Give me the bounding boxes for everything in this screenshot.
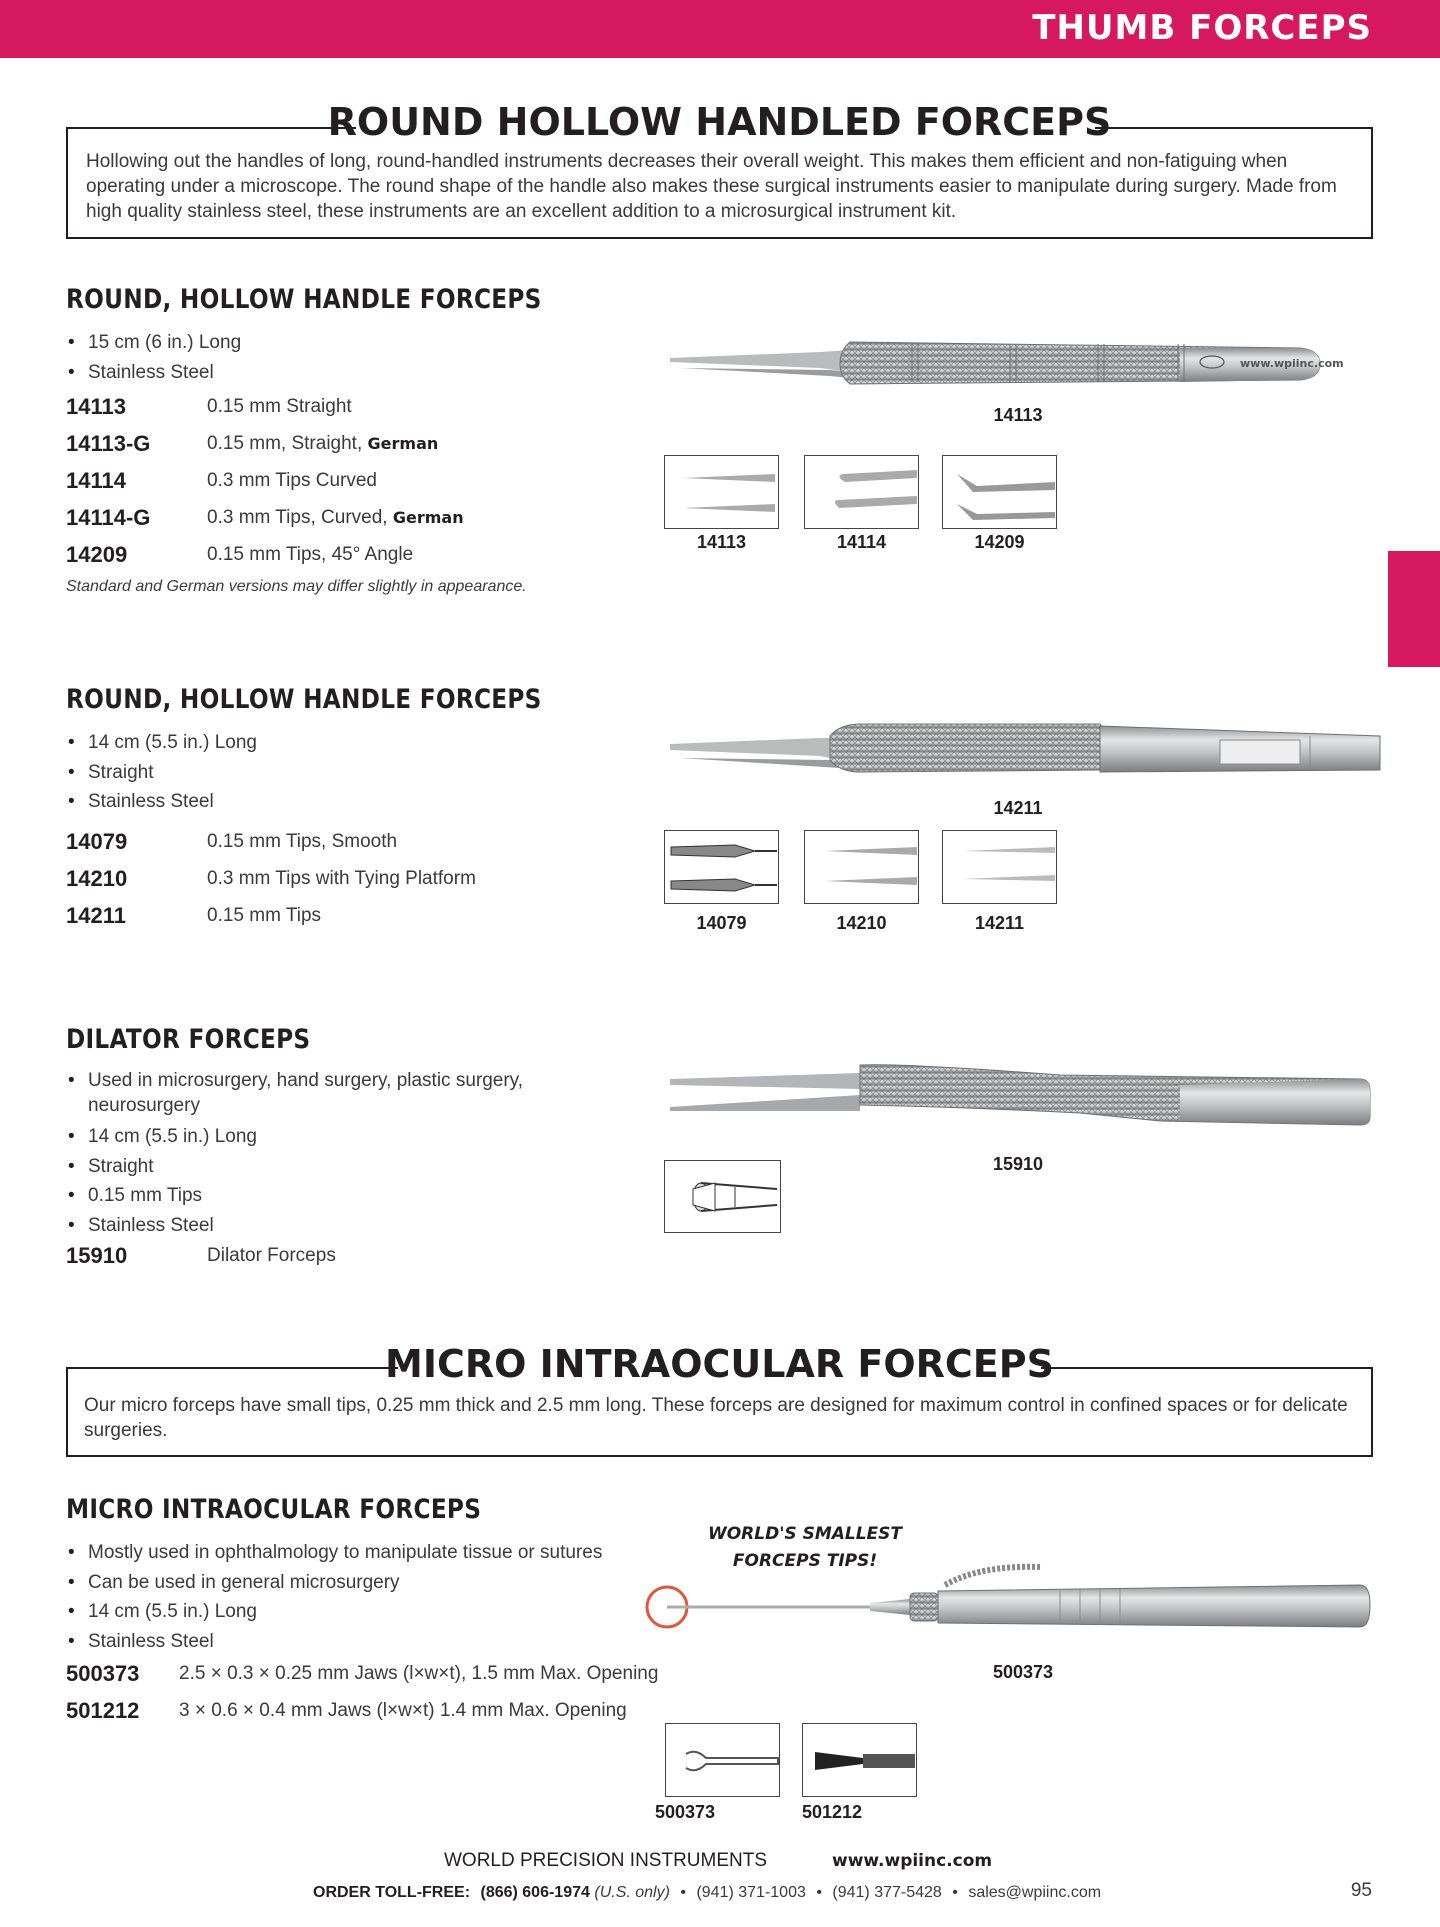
product-desc: 0.15 mm Tips, Smooth [207, 831, 398, 852]
intro-box-micro-intraocular [66, 1342, 1373, 1457]
product-row [66, 390, 352, 424]
product-code: 14209 [66, 542, 128, 567]
product-row [66, 899, 322, 933]
forceps-15910-image [660, 1055, 1380, 1145]
spec-item: • Stainless Steel [66, 1627, 666, 1657]
product-desc: 2.5 × 0.3 × 0.25 mm Jaws (l×w×t), 1.5 mm Max. Opening [179, 1663, 659, 1684]
spec-list [66, 1538, 666, 1656]
tip-thumbnail-15910 [664, 1160, 781, 1233]
group-title: ROUND, HOLLOW HANDLE FORCEPS [66, 284, 542, 315]
order-label: ORDER TOLL-FREE: [313, 1884, 471, 1901]
page-number: 95 [1350, 1880, 1372, 1901]
spec-item: • Used in microsurgery, hand surgery, plastic surgery, neurosurgery [66, 1068, 586, 1118]
image-caption: 500373 [992, 1662, 1054, 1682]
forceps-14211-image [660, 710, 1390, 790]
spec-item: • 14 cm (5.5 in.) Long [66, 1122, 586, 1152]
thumb-caption: 14209 [974, 532, 1025, 552]
spec-item: • 14 cm (5.5 in.) Long [66, 1597, 666, 1627]
version-note: Standard and German versions may differ slightly in appearance. [66, 578, 527, 595]
section-intro-text: Hollowing out the handles of long, round-handled instruments decreases their overall weight. This makes them efficient and non-fatiguing when operating under a microscope. The round shape of the handle also makes these surgical instruments easier to manipulate during surgery. Made from high quality stainless steel, these instruments are an excellent addition to a microsurgical instrument kit. [86, 151, 1337, 222]
product-row [66, 464, 377, 498]
contact-line [313, 1884, 1101, 1902]
product-code: 14114-G [66, 505, 151, 530]
thumb-caption: 14113 [696, 532, 747, 552]
product-row [66, 427, 439, 461]
product-row [66, 1694, 627, 1728]
separator: • [680, 1884, 686, 1901]
product-code: 14113 [66, 394, 126, 419]
fax-number[interactable]: (941) 377-5428 [832, 1884, 942, 1901]
company-name: WORLD PRECISION INSTRUMENTS [444, 1850, 768, 1871]
website-link[interactable]: www.wpiinc.com [832, 1851, 993, 1871]
product-desc: 0.3 mm Tips Curved [207, 470, 377, 491]
thumb-caption: 14079 [696, 913, 747, 933]
product-desc: 0.15 mm Tips, 45° Angle [207, 544, 414, 565]
spec-list [66, 728, 257, 817]
tip-thumbnail-14113 [664, 455, 779, 529]
us-only-note: (U.S. only) [594, 1884, 670, 1901]
thumb-caption: 501212 [802, 1802, 863, 1822]
tip-thumbnail-14114 [804, 455, 919, 529]
separator: • [952, 1884, 958, 1901]
tip-thumbnail-14079 [664, 830, 779, 904]
section-intro-text: Our micro forceps have small tips, 0.25 mm thick and 2.5 mm long. These forceps are designed for maximum control in confined spaces or for delicate surgeries. [84, 1395, 1348, 1441]
callout-line: WORLD'S SMALLEST [707, 1524, 903, 1544]
group-title: DILATOR FORCEPS [66, 1024, 311, 1055]
spec-item: • Stainless Steel [66, 787, 257, 817]
group-title: MICRO INTRAOCULAR FORCEPS [66, 1494, 482, 1525]
product-desc-text: 0.3 mm Tips, Curved, [207, 507, 393, 528]
image-caption: 15910 [992, 1154, 1044, 1174]
german-tag: German [392, 508, 464, 527]
group-title: ROUND, HOLLOW HANDLE FORCEPS [66, 684, 542, 715]
product-desc [207, 433, 438, 455]
product-row [66, 1657, 659, 1691]
spec-item: • Stainless Steel [66, 1211, 586, 1241]
product-desc: 3 × 0.6 × 0.4 mm Jaws (l×w×t) 1.4 mm Max. Opening [179, 1700, 627, 1721]
product-code: 14114 [66, 468, 126, 493]
forceps-500373-image [640, 1555, 1380, 1665]
product-desc: 0.15 mm Tips [207, 905, 322, 926]
tollfree-number[interactable]: (866) 606-1974 [480, 1884, 590, 1901]
spec-list [66, 328, 241, 387]
tip-thumbnail-14209 [942, 455, 1057, 529]
spec-list [66, 1068, 586, 1240]
page-section-title: THUMB FORCEPS [1032, 8, 1372, 48]
product-code: 14210 [66, 866, 128, 891]
side-index-tab [1388, 551, 1440, 667]
product-code: 14113-G [66, 431, 151, 456]
spec-item: • 14 cm (5.5 in.) Long [66, 728, 257, 758]
product-code: 501212 [66, 1698, 140, 1723]
tip-thumbnail-500373 [665, 1723, 780, 1797]
thumb-caption: 14211 [974, 913, 1025, 933]
tip-thumbnail-14210 [804, 830, 919, 904]
spec-item: • Can be used in general microsurgery [66, 1568, 666, 1598]
separator: • [816, 1884, 822, 1901]
spec-item: • 0.15 mm Tips [66, 1181, 586, 1211]
thumb-caption: 500373 [655, 1802, 716, 1822]
product-desc: 0.3 mm Tips with Tying Platform [207, 868, 476, 889]
spec-item: • Straight [66, 1152, 586, 1182]
image-caption: 14211 [993, 798, 1043, 818]
tip-thumbnail-501212 [802, 1723, 917, 1797]
product-desc: 0.15 mm Straight [207, 396, 352, 417]
forceps-14113-image [660, 320, 1380, 400]
product-code: 14079 [66, 829, 128, 854]
spec-item: • Mostly used in ophthalmology to manipulate tissue or sutures [66, 1538, 666, 1568]
product-row [66, 501, 464, 535]
spec-item: • 15 cm (6 in.) Long [66, 328, 241, 358]
product-code: 15910 [66, 1243, 128, 1268]
product-row [66, 538, 414, 572]
email-link[interactable]: sales@wpiinc.com [968, 1884, 1102, 1901]
tip-thumbnail-14211 [942, 830, 1057, 904]
product-row [66, 862, 476, 896]
thumb-caption: 14210 [836, 913, 887, 933]
spec-item: • Straight [66, 758, 257, 788]
product-desc [207, 507, 464, 529]
phone-number[interactable]: (941) 371-1003 [696, 1884, 806, 1901]
german-tag: German [367, 434, 439, 453]
product-code: 14211 [66, 903, 126, 928]
spec-item: • Stainless Steel [66, 358, 241, 388]
section-heading: ROUND HOLLOW HANDLED FORCEPS [327, 100, 1112, 144]
product-row [66, 825, 398, 859]
product-row [66, 1239, 336, 1273]
callout-line: FORCEPS TIPS! [732, 1551, 878, 1571]
handle-engraving: www.wpiinc.com [1240, 357, 1344, 370]
product-code: 500373 [66, 1661, 140, 1686]
header-bar [0, 0, 1440, 58]
image-caption: 14113 [993, 405, 1043, 425]
product-desc-text: 0.15 mm, Straight, [207, 433, 368, 454]
thumb-caption: 14114 [836, 532, 887, 552]
section-heading: MICRO INTRAOCULAR FORCEPS [385, 1342, 1054, 1386]
product-desc: Dilator Forceps [207, 1245, 336, 1266]
intro-box-hollow-handled [66, 100, 1373, 239]
